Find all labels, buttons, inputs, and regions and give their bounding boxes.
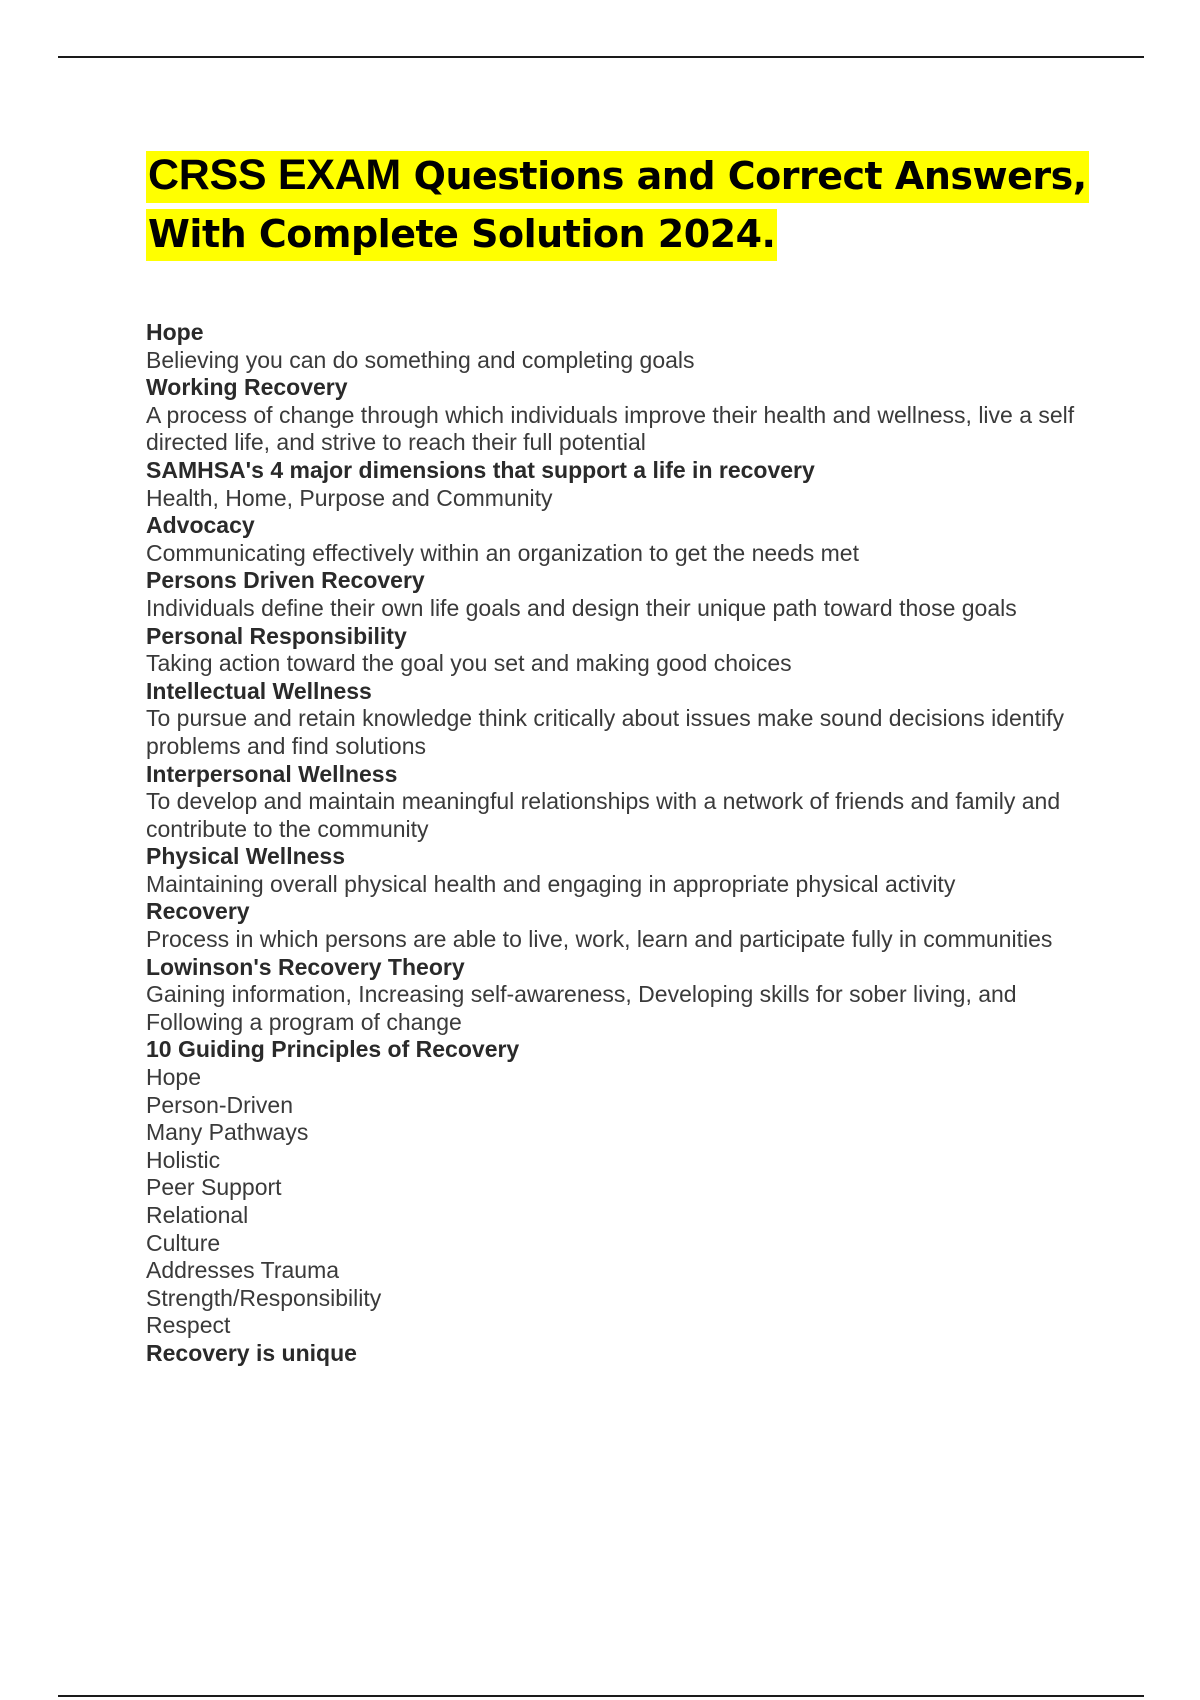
definition: Health, Home, Purpose and Community [146,484,553,511]
list-item: Relational [146,1202,249,1228]
term: Personal Responsibility [146,622,407,649]
definition: To pursue and retain knowledge think critically about issues make sound decisions identify problems and find solutions [146,705,1064,759]
definition: Communicating effectively within an organization to get the needs met [146,539,859,566]
closing-term: Recovery is unique [146,1339,357,1366]
title-exam-name: CRSS EXAM [148,151,401,199]
term: Persons Driven Recovery [146,567,425,594]
term: Intellectual Wellness [146,677,372,704]
definition: Process in which persons are able to live, work, learn and participate fully in communities [146,926,1053,953]
list-item: Peer Support [146,1174,282,1201]
definition: Maintaining overall physical health and engaging in appropriate physical activity [146,870,956,897]
qa-entry [146,623,1096,678]
definition: Taking action toward the goal you set and making good choices [146,650,792,677]
term: Physical Wellness [146,843,346,870]
title-line-2: With Complete Solution 2024. [146,209,777,261]
list-item: Respect [146,1312,231,1339]
term: Hope [146,319,204,345]
qa-entry [146,512,1096,567]
document-title [146,146,1106,263]
qa-entry [146,457,1096,512]
term: Interpersonal Wellness [146,760,398,787]
list-item: Many Pathways [146,1119,309,1146]
title-line-1 [146,151,1089,203]
definition: Believing you can do something and completing goals [146,346,695,373]
qa-entry [146,843,1096,898]
principles-list [146,1064,1096,1340]
term: Lowinson's Recovery Theory [146,953,465,980]
list-item: Hope [146,1064,201,1091]
list-item: Culture [146,1229,221,1256]
list-item: Person-Driven [146,1091,293,1118]
term: Working Recovery [146,374,348,401]
definition: Individuals define their own life goals and design their unique path toward those goals [146,594,1017,621]
qa-entry [146,567,1096,622]
list-item: Strength/Responsibility [146,1284,382,1311]
qa-entry [146,761,1096,844]
qa-entry [146,954,1096,1037]
bottom-rule [58,1695,1144,1697]
term: 10 Guiding Principles of Recovery [146,1036,520,1063]
qa-content [146,319,1096,1368]
definition: To develop and maintain meaningful relationships with a network of friends and family and contribute to the community [146,788,1061,842]
qa-entry [146,374,1096,457]
qa-entry [146,319,1096,374]
top-rule [58,56,1144,58]
qa-entry-principles [146,1036,1096,1340]
list-item: Addresses Trauma [146,1257,340,1284]
list-item: Holistic [146,1146,221,1173]
term: Recovery [146,898,250,925]
title-subtitle: Questions and Correct Answers, [400,154,1087,198]
term: Advocacy [146,512,255,539]
qa-entry [146,898,1096,953]
qa-entry [146,678,1096,761]
definition: Gaining information, Increasing self-awareness, Developing skills for sober living, and Following a program of change [146,981,1017,1035]
definition: A process of change through which individuals improve their health and wellness, live a self directed life, and strive to reach their full potential [146,401,1075,456]
term: SAMHSA's 4 major dimensions that support a life in recovery [146,456,815,483]
